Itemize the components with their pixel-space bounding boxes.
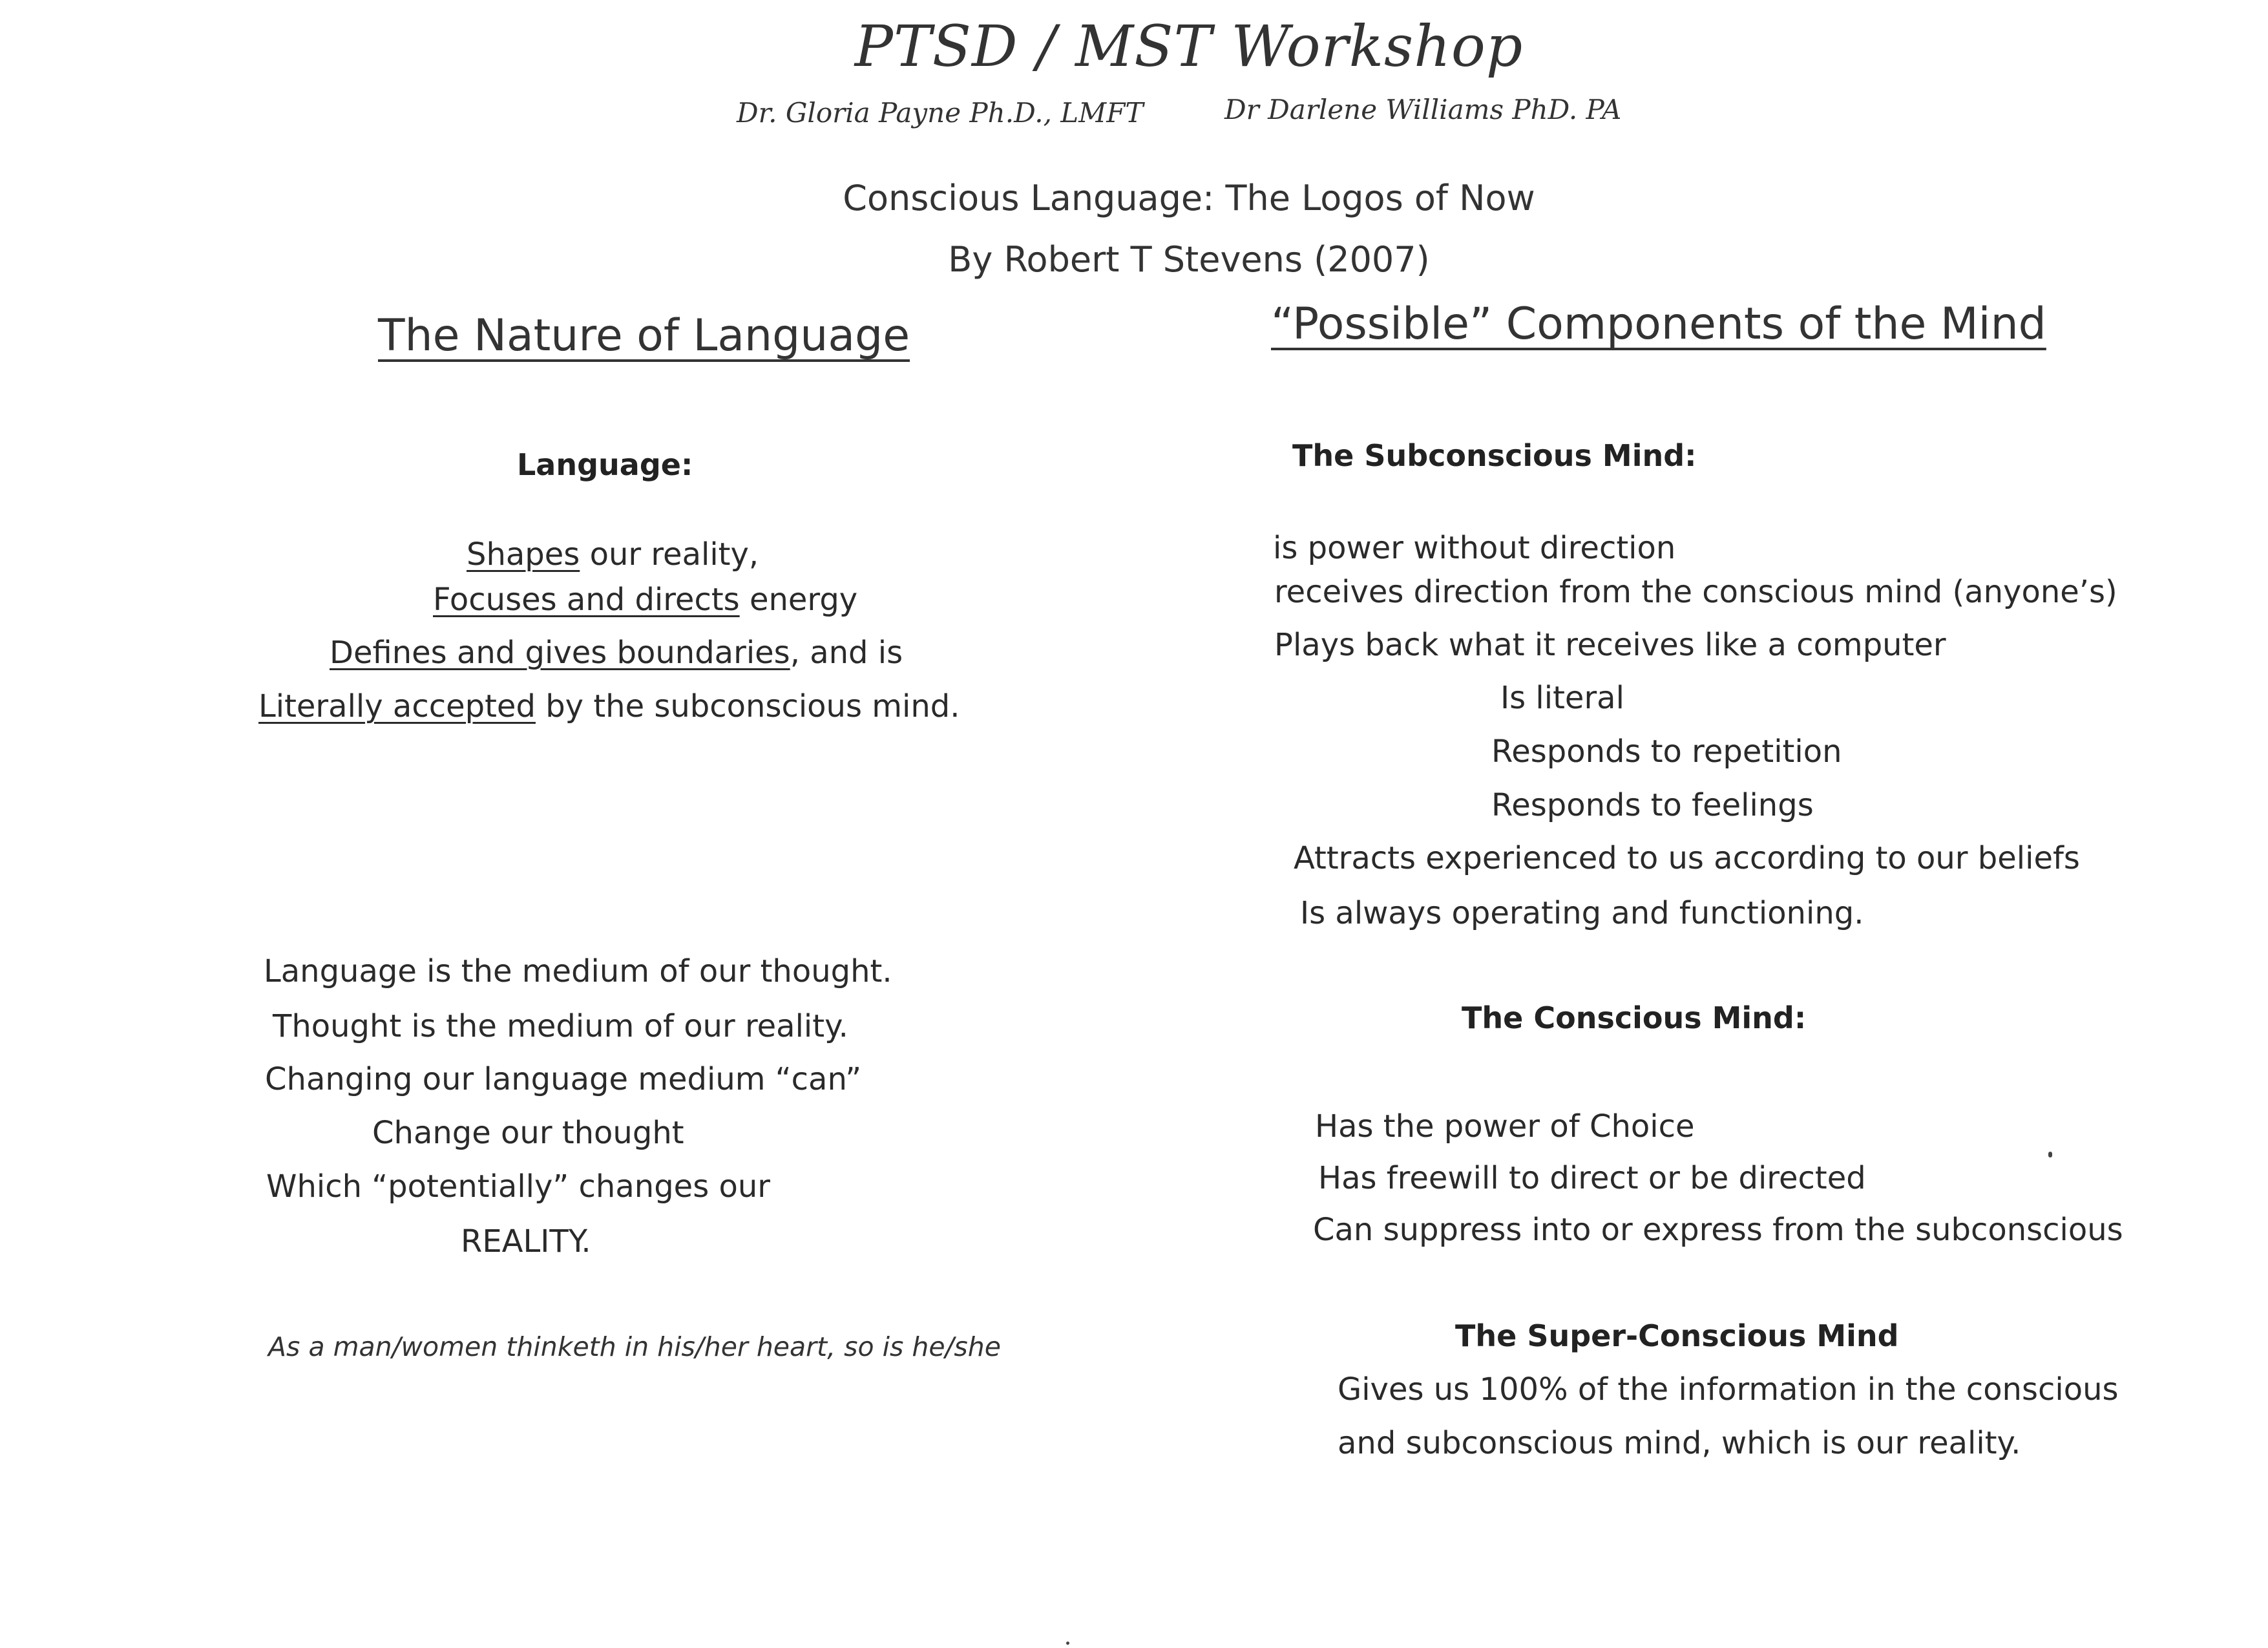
subconscious-line-6: Responds to feelings xyxy=(1491,787,1814,823)
subconscious-line-5: Responds to repetition xyxy=(1491,734,1842,770)
superconscious-line-1: Gives us 100% of the information in the conscious xyxy=(1338,1371,2119,1408)
scan-speck xyxy=(1066,1642,1069,1645)
language-line-1-text: our reality, xyxy=(580,536,759,573)
language-line-2-emphasis: Focuses and directs xyxy=(433,582,740,618)
paragraph-line-4: Change our thought xyxy=(372,1115,684,1151)
document-byline: By Robert T Stevens (2007) xyxy=(948,239,1430,280)
subconscious-line-8: Is always operating and functioning. xyxy=(1300,895,1864,931)
conscious-line-2: Has freewill to direct or be directed xyxy=(1318,1160,1866,1196)
paragraph-line-2: Thought is the medium of our reality. xyxy=(273,1008,848,1044)
language-line-4 xyxy=(258,688,960,724)
subconscious-line-2: receives direction from the conscious mind (anyone’s) xyxy=(1274,574,2117,610)
language-line-3-text: , and is xyxy=(790,635,903,671)
conscious-title: The Conscious Mind: xyxy=(1462,1000,1807,1035)
document-subtitle: Conscious Language: The Logos of Now xyxy=(843,178,1535,218)
author-1: Dr. Gloria Payne Ph.D., LMFT xyxy=(737,97,1144,129)
subconscious-line-4: Is literal xyxy=(1500,680,1624,716)
author-2: Dr Darlene Williams PhD. PA xyxy=(1224,94,1622,125)
closing-quote: As a man/women thinketh in his/her heart, so is he/she xyxy=(268,1331,1002,1362)
language-line-4-emphasis: Literally accepted xyxy=(258,688,536,724)
paragraph-line-3: Changing our language medium “can” xyxy=(265,1061,862,1097)
scan-speck xyxy=(2048,1152,2052,1157)
subconscious-title: The Subconscious Mind: xyxy=(1292,438,1697,473)
page-title: PTSD / MST Workshop xyxy=(854,13,1524,79)
right-column-heading: “Possible” Components of the Mind xyxy=(1271,299,2046,350)
language-subheading: Language: xyxy=(517,447,693,482)
language-line-3-emphasis: Defines and gives boundaries xyxy=(330,635,790,671)
conscious-line-1: Has the power of Choice xyxy=(1315,1108,1695,1145)
superconscious-line-2: and subconscious mind, which is our reality. xyxy=(1338,1425,2021,1461)
left-column-heading: The Nature of Language xyxy=(378,310,910,361)
language-line-1 xyxy=(467,536,759,573)
paragraph-line-1: Language is the medium of our thought. xyxy=(264,953,892,989)
subconscious-line-1: is power without direction xyxy=(1273,530,1676,566)
superconscious-title: The Super-Conscious Mind xyxy=(1455,1318,1899,1353)
language-line-2 xyxy=(433,582,857,618)
language-line-3 xyxy=(330,635,903,671)
language-line-4-text: by the subconscious mind. xyxy=(535,688,960,724)
paragraph-line-6: REALITY. xyxy=(461,1223,591,1260)
conscious-line-3: Can suppress into or express from the subconscious xyxy=(1313,1212,2123,1248)
subconscious-line-7: Attracts experienced to us according to our beliefs xyxy=(1294,840,2080,876)
subconscious-line-3: Plays back what it receives like a computer xyxy=(1274,627,1946,663)
language-line-2-text: energy xyxy=(739,582,858,618)
language-line-1-emphasis: Shapes xyxy=(467,536,580,573)
paragraph-line-5: Which “potentially” changes our xyxy=(266,1168,770,1205)
